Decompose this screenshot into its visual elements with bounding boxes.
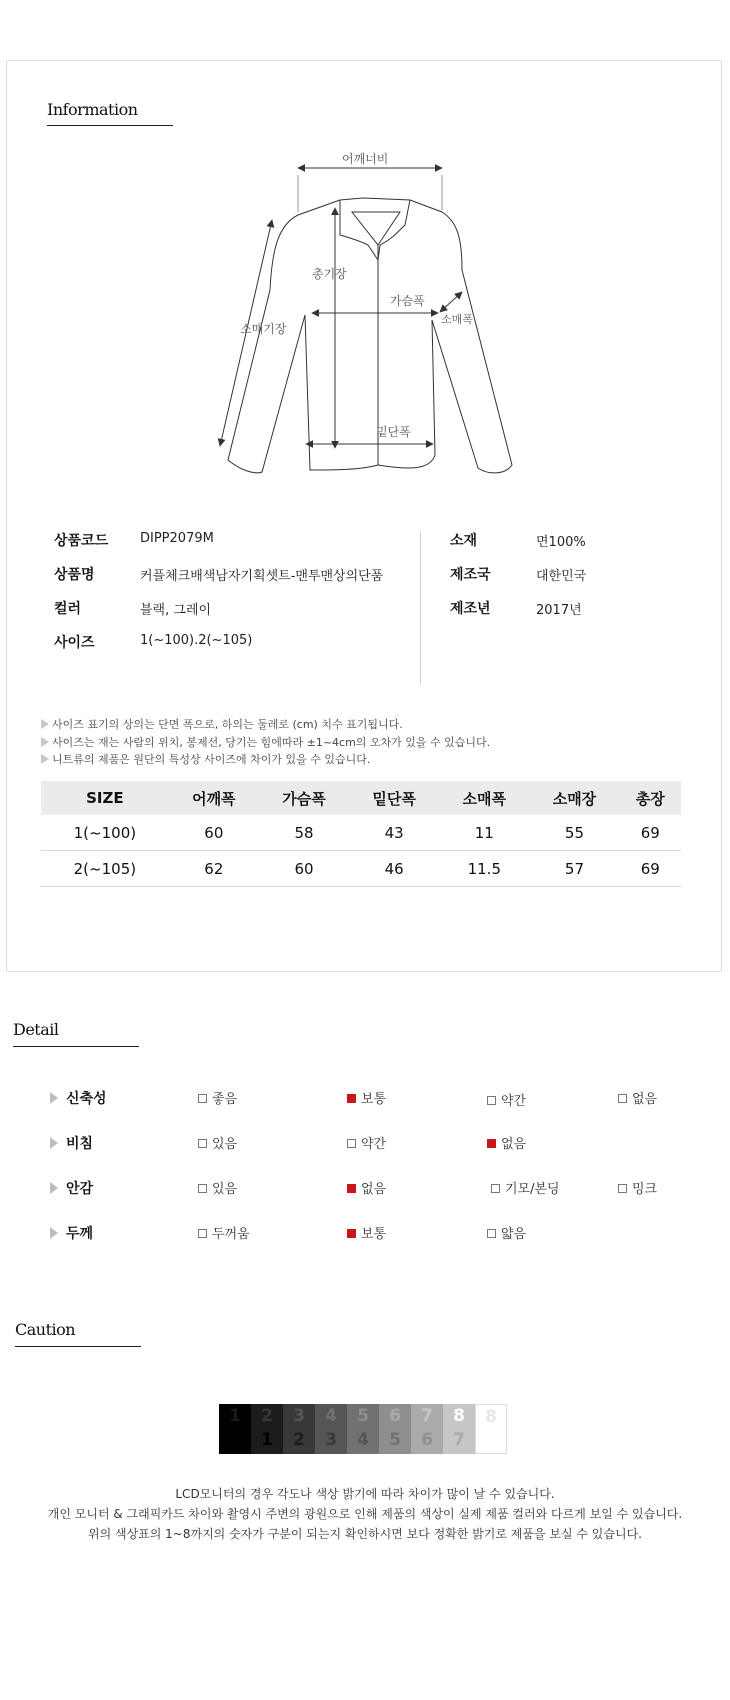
swatch-number-top: 2 <box>261 1406 273 1426</box>
spec-value: 대한민국 <box>536 569 587 584</box>
caution-line: 위의 색상표의 1~8까지의 숫자가 구분이 되는지 확인하시면 보다 정확한 밝기로 제품을 보실 수 있습니다. <box>87 1527 642 1541</box>
detail-option[interactable]: 좋음 <box>198 1088 237 1107</box>
table-cell: 60 <box>169 815 259 851</box>
information-title: Information <box>47 100 138 119</box>
swatch-number-top: 8 <box>453 1406 465 1426</box>
spec-label: 제조년 <box>450 601 491 617</box>
brightness-swatch <box>347 1404 379 1454</box>
detail-option[interactable]: 약간 <box>347 1133 386 1152</box>
detail-option[interactable]: 없음 <box>618 1088 657 1107</box>
swatch-number-top: 7 <box>421 1406 433 1426</box>
garment-diagram <box>200 150 530 490</box>
triangle-bullet-icon <box>50 1182 58 1194</box>
triangle-bullet-icon <box>41 737 49 747</box>
checkbox-checked-icon <box>347 1184 356 1193</box>
triangle-bullet-icon <box>41 719 49 729</box>
detail-row-label: 신축성 <box>50 1088 107 1108</box>
caution-line: 개인 모니터 & 그래픽카드 차이와 촬영시 주변의 광원으로 인해 제품의 색상이 실제 제품 컬러와 다르게 보일 수 있습니다. <box>47 1507 683 1521</box>
swatch-number-bottom: 4 <box>357 1430 369 1450</box>
triangle-bullet-icon <box>41 754 49 764</box>
brightness-swatch-strip <box>219 1404 507 1454</box>
spec-label: 소재 <box>450 533 478 549</box>
detail-title-underline <box>13 1046 139 1047</box>
col-header: 총장 <box>620 781 681 815</box>
table-cell: 1(~100) <box>41 815 169 851</box>
checkbox-icon <box>491 1184 500 1193</box>
swatch-number-bottom: 3 <box>325 1430 337 1450</box>
checkbox-icon <box>198 1229 207 1238</box>
checkbox-icon <box>487 1096 496 1105</box>
caution-title: Caution <box>15 1320 76 1339</box>
caution-title-underline <box>15 1346 141 1347</box>
checkbox-checked-icon <box>347 1094 356 1103</box>
detail-option[interactable]: 얇음 <box>487 1223 526 1242</box>
note-item: 사이즈는 재는 사람의 위치, 봉제선, 당기는 힘에따라 ±1~4cm의 오차가 있을 수 있습니다. <box>41 734 490 752</box>
size-table-header <box>41 781 681 815</box>
checkbox-checked-icon <box>487 1139 496 1148</box>
brightness-swatch <box>315 1404 347 1454</box>
table-row <box>41 851 681 887</box>
caution-line: LCD모니터의 경우 각도나 색상 밝기에 따라 차이가 많이 날 수 있습니다. <box>175 1487 555 1501</box>
information-title-underline <box>47 125 173 126</box>
brightness-swatch <box>251 1404 283 1454</box>
checkbox-icon <box>198 1094 207 1103</box>
triangle-bullet-icon <box>50 1227 58 1239</box>
table-cell: 57 <box>529 851 619 887</box>
detail-row-label: 안감 <box>50 1178 93 1198</box>
detail-option[interactable]: 약간 <box>487 1090 526 1109</box>
brightness-swatch <box>283 1404 315 1454</box>
caution-text <box>0 1484 730 1544</box>
size-table <box>41 781 681 887</box>
detail-option[interactable]: 있음 <box>198 1178 237 1197</box>
label-chest: 가슴폭 <box>390 294 425 308</box>
swatch-number-top: 6 <box>389 1406 401 1426</box>
size-notes <box>41 716 490 769</box>
detail-title: Detail <box>13 1020 59 1039</box>
spec-value: DIPP2079M <box>140 531 214 546</box>
detail-option[interactable]: 기모/본딩 <box>491 1178 560 1197</box>
col-header: 어깨폭 <box>169 781 259 815</box>
label-sleeve-width: 소매폭 <box>441 313 473 326</box>
swatch-number-bottom: 6 <box>421 1430 433 1450</box>
table-cell: 69 <box>620 815 681 851</box>
brightness-swatch <box>219 1404 251 1454</box>
spec-value: 1(~100).2(~105) <box>140 633 253 648</box>
spec-label: 컬러 <box>54 601 82 617</box>
detail-option[interactable]: 없음 <box>347 1178 386 1197</box>
table-cell: 62 <box>169 851 259 887</box>
table-cell: 46 <box>349 851 439 887</box>
brightness-swatch <box>475 1404 507 1454</box>
detail-option[interactable]: 밍크 <box>618 1178 657 1197</box>
table-cell: 11.5 <box>439 851 529 887</box>
detail-row-label: 비침 <box>50 1133 93 1153</box>
spec-label: 사이즈 <box>54 635 95 651</box>
swatch-number-bottom: 1 <box>261 1430 273 1450</box>
spec-value: 면100% <box>536 535 586 550</box>
checkbox-icon <box>618 1094 627 1103</box>
triangle-bullet-icon <box>50 1092 58 1104</box>
checkbox-icon <box>198 1139 207 1148</box>
detail-row-label: 두께 <box>50 1223 93 1243</box>
checkbox-icon <box>618 1184 627 1193</box>
swatch-number-top: 4 <box>325 1406 337 1426</box>
detail-grid <box>50 1088 710 1278</box>
swatch-number-bottom: 2 <box>293 1430 305 1450</box>
label-length: 총기장 <box>312 267 347 281</box>
spec-label: 제조국 <box>450 567 491 583</box>
col-header: 소매폭 <box>439 781 529 815</box>
table-cell: 55 <box>529 815 619 851</box>
spec-label: 상품코드 <box>54 533 109 549</box>
note-item: 사이즈 표기의 상의는 단면 폭으로, 하의는 둘레로 (cm) 치수 표기됩니다. <box>41 716 490 734</box>
col-header: 밑단폭 <box>349 781 439 815</box>
label-hem: 밑단폭 <box>376 425 411 439</box>
col-header: SIZE <box>41 781 169 815</box>
table-cell: 69 <box>620 851 681 887</box>
table-row <box>41 815 681 851</box>
spec-label: 상품명 <box>54 567 95 583</box>
detail-option[interactable]: 두꺼움 <box>198 1223 250 1242</box>
label-sleeve-length: 소매기장 <box>240 322 287 336</box>
col-header: 가슴폭 <box>259 781 349 815</box>
detail-option[interactable]: 보통 <box>347 1088 386 1107</box>
note-item: 니트류의 제품은 원단의 특성상 사이즈에 차이가 있을 수 있습니다. <box>41 751 490 769</box>
checkbox-checked-icon <box>347 1229 356 1238</box>
checkbox-icon <box>347 1139 356 1148</box>
col-header: 소매장 <box>529 781 619 815</box>
spec-value: 블랙, 그레이 <box>140 603 212 618</box>
detail-option[interactable]: 없음 <box>487 1133 526 1152</box>
swatch-number-top: 5 <box>357 1406 369 1426</box>
swatch-number-bottom: 8 <box>485 1407 497 1427</box>
table-cell: 58 <box>259 815 349 851</box>
brightness-swatch <box>411 1404 443 1454</box>
detail-option[interactable]: 보통 <box>347 1223 386 1242</box>
swatch-number-top: 1 <box>229 1406 241 1426</box>
spec-value: 2017년 <box>536 603 582 618</box>
label-shoulder: 어깨너비 <box>342 152 389 166</box>
brightness-swatch <box>443 1404 475 1454</box>
table-cell: 11 <box>439 815 529 851</box>
table-cell: 2(~105) <box>41 851 169 887</box>
swatch-number-bottom: 7 <box>453 1430 465 1450</box>
checkbox-icon <box>198 1184 207 1193</box>
checkbox-icon <box>487 1229 496 1238</box>
spec-value: 커플체크배색남자기획셋트-맨투맨상의단품 <box>140 569 384 584</box>
table-cell: 43 <box>349 815 439 851</box>
spec-divider <box>420 532 421 684</box>
swatch-number-top: 3 <box>293 1406 305 1426</box>
swatch-number-bottom: 5 <box>389 1430 401 1450</box>
brightness-swatch <box>379 1404 411 1454</box>
triangle-bullet-icon <box>50 1137 58 1149</box>
detail-option[interactable]: 있음 <box>198 1133 237 1152</box>
table-cell: 60 <box>259 851 349 887</box>
